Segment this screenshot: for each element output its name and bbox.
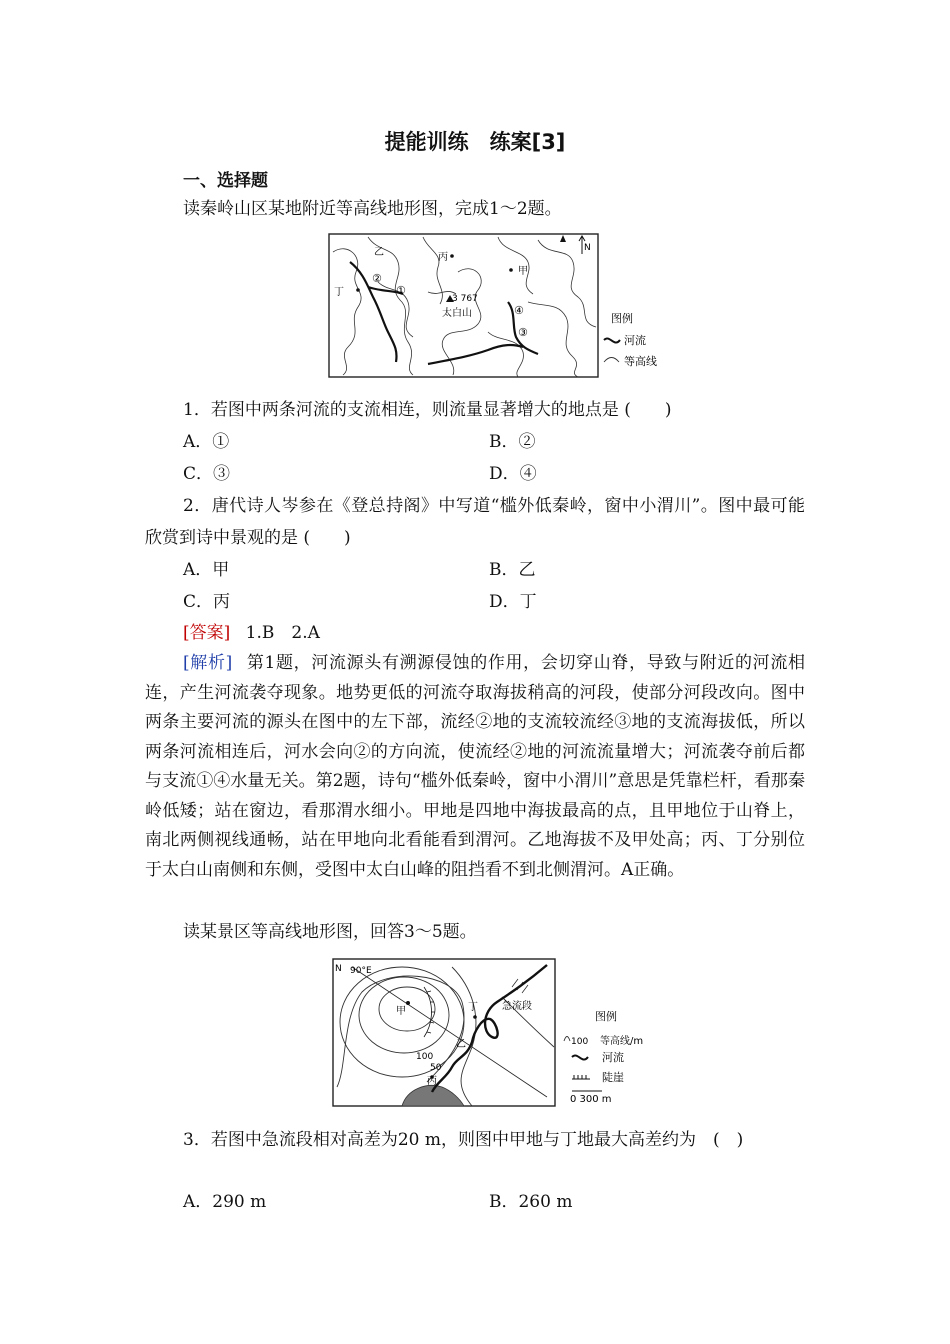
map-2-legend-contour: 等高线/m [600,1036,644,1047]
map-1-label-taibai: 太白山 [442,308,472,319]
map-1-circled-2: ② [372,272,382,285]
q1-stem: 1．若图中两条河流的支流相连，则流量显著增大的地点是 ( ) [183,400,672,420]
map-2-label-yi: 乙 [456,1039,466,1050]
q3-option-a: A．290 m [183,1192,267,1212]
q1-option-c: C．③ [183,464,231,484]
q3-option-b: B．260 m [489,1192,573,1212]
contour-legend-icon [604,358,619,363]
map-1-label-jia: 甲 [518,266,528,277]
map-2-angle: 90°E [350,966,372,976]
q1-option-b: B．② [489,432,536,452]
map-1-legend-contour: 等高线 [624,355,657,368]
analysis-text: 第1题，河流源头有溯源侵蚀的作用，会切穿山脊，导致与附近的河流相连，产生河流袭夺现象。地势更低的河流夺取海拔稍高的河段，使部分河段改向。图中两条主要河流的源头在图中的左下部，流经②地的支流较流经③地的支流海拔低，所以两条河流相连后，河水会向②的方向流，使流经②地的河流流量增大；河流袭夺前后都与支流①④水量无关。第2题，诗句“槛外低秦岭，窗中小渭川”意思是凭靠栏杆，看那秦岭低矮；站在窗边，看那渭水细小。甲地是四地中海拔最高的点，且甲地位于山脊上，南北两侧视线通畅，站在甲地向北看能看到渭河。乙地海拔不及甲处高；丙、丁分别位于太白山南侧和东侧，受图中太白山峰的阻挡看不到北侧渭河。A正确。 [145,653,805,880]
q2-option-b: B．乙 [489,560,536,580]
contour-legend-icon-2 [564,1037,570,1042]
map-2-legend-river: 河流 [602,1051,624,1064]
river-legend-icon [604,338,620,342]
map-1-legend-title: 图例 [611,312,633,325]
river-legend-icon-2 [572,1055,588,1059]
map-1-label-ding: 丁 [334,287,344,298]
map-1-circled-4: ④ [514,304,524,317]
map-2-contour-100: 100 [416,1052,434,1062]
contour-map-2 [332,957,662,1109]
analysis-tag: [解析] [183,653,233,673]
intro-2: 读某景区等高线地形图，回答3～5题。 [183,922,477,942]
map-1-label-yi: 乙 [374,247,384,258]
q2-option-c: C．丙 [183,592,231,612]
q2-stem: 2．唐代诗人岑参在《登总持阁》中写道“槛外低秦岭，窗中小渭川”。图中最可能欣赏到诗中景观的是 ( ) [145,496,805,548]
map-1-circled-3: ③ [518,326,528,339]
answer-text: 1.B 2.A [245,623,320,643]
answer-tag: [答案] [183,623,231,643]
contour-map-1 [328,232,668,380]
q2-option-a: A．甲 [183,560,230,580]
map-1-elevation: 3 767 [452,294,478,304]
q1-option-d: D．④ [489,464,537,484]
q2-option-d: D．丁 [489,592,537,612]
q1-option-a: A．① [183,432,230,452]
map-2-north: N [335,964,342,974]
map-1-label-bing: 丙 [438,252,448,263]
q3-stem: 3．若图中急流段相对高差为20 m，则图中甲地与丁地最大高差约为 ( ) [183,1130,744,1150]
map-2-label-rapids: 急流段 [502,1001,532,1012]
intro-1: 读秦岭山区某地附近等高线地形图，完成1～2题。 [183,199,562,219]
map-2-label-bing: 丙 [427,1076,437,1087]
analysis-paragraph [145,649,805,885]
section-heading: 一、选择题 [183,171,268,191]
cliff-legend-icon [572,1075,590,1079]
map-2-label-jia: 甲 [396,1006,406,1017]
answer-line [183,618,320,648]
map-2-legend-contour-value: 100 [571,1037,589,1047]
map-1-legend-river: 河流 [624,334,646,347]
map-2-legend-title: 图例 [595,1010,617,1023]
map-2-legend-cliff: 陡崖 [602,1071,624,1084]
page-title: 提能训练 练案[3] [384,130,566,154]
map-2-contour-50: 50 [430,1063,442,1073]
map-2-label-ding: 丁 [468,1002,478,1013]
map-1-north: N [584,243,591,253]
map-2-scale: 0 300 m [570,1094,612,1105]
map-1-circled-1: ① [396,284,406,297]
map-1-frame [329,234,598,377]
